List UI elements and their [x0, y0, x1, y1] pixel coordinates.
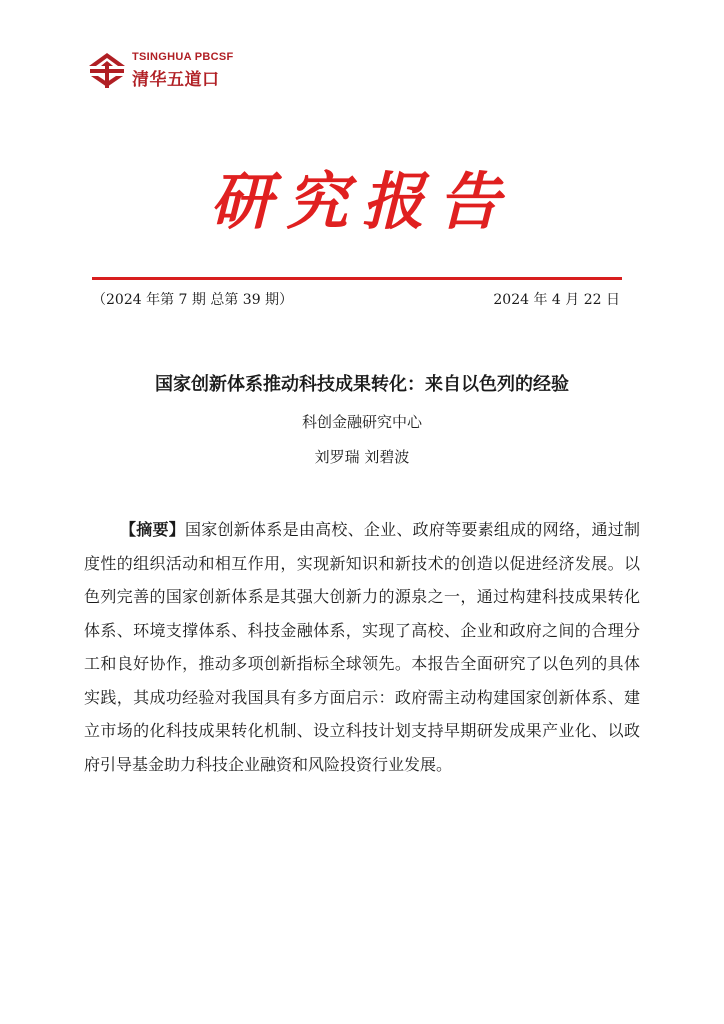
- title-divider: [92, 277, 622, 280]
- issue-number: （2024 年第 7 期 总第 39 期）: [92, 292, 294, 308]
- authors: 刘罗瑞 刘碧波: [314, 448, 410, 466]
- logo-chinese-text: 清华五道口: [132, 70, 220, 90]
- issue-date: 2024 年 4 月 22 日: [493, 292, 620, 308]
- logo-english-text: TSINGHUA PBCSF: [132, 51, 234, 63]
- tsinghua-pbcsf-logo-icon: [88, 52, 126, 88]
- abstract-paragraph: [84, 513, 640, 781]
- abstract-text: 国家创新体系是由高校、企业、政府等要素组成的网络，通过制度性的组织活动和相互作用，实现新知识和新技术的创造以促进经济发展。以色列完善的国家创新体系是其强大创新力的源泉之一，通过构建科技成果转化体系、环境支撑体系、科技金融体系，实现了高校、企业和政府之间的合理分工和良好协作，推动多项创新指标全球领先。本报告全面研究了以色列的具体实践，其成功经验对我国具有多方面启示：政府需主动构建国家创新体系、建立市场的化科技成果转化机制、设立科技计划支持早期研发成果产业化、以政府引导基金助力科技企业融资和风险投资行业发展。: [84, 520, 640, 774]
- abstract-label: 【摘要】: [120, 520, 186, 539]
- report-title: 研究报告: [209, 165, 514, 238]
- research-center: 科创金融研究中心: [301, 413, 422, 431]
- article-title: 国家创新体系推动科技成果转化：来自以色列的经验: [155, 374, 569, 395]
